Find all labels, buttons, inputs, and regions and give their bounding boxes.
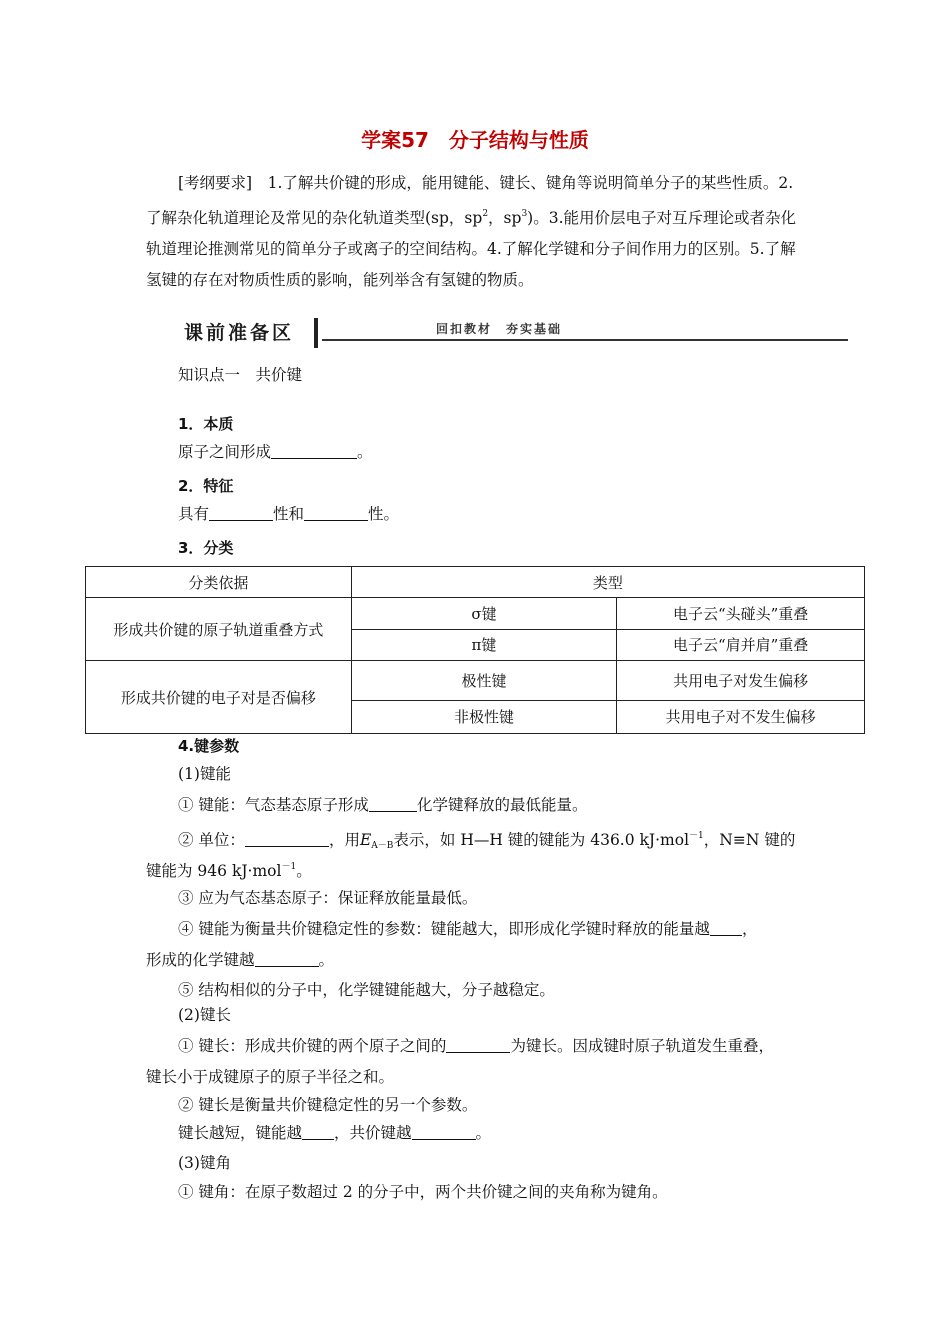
table-row xyxy=(86,661,865,701)
section-1-heading: 1．本质 xyxy=(178,415,234,433)
bond-length-definition-cont: 键长小于成键原子的原子半径之和。 xyxy=(146,1068,395,1086)
banner-divider xyxy=(314,318,318,348)
fill-blank xyxy=(710,919,742,936)
table-cell: 形成共价键的电子对是否偏移 xyxy=(86,661,352,734)
bond-energy-definition: ① 键能：气态基态原子形成 化学键释放的最低能量。 xyxy=(178,796,588,814)
table-header: 类型 xyxy=(351,567,864,598)
table-cell: 极性键 xyxy=(351,661,617,701)
table-header: 分类依据 xyxy=(86,567,352,598)
table-cell: π键 xyxy=(351,629,617,661)
bond-energy-note-3: ③ 应为气态基态原子：保证释放能量最低。 xyxy=(178,889,478,907)
section-2-text: 具有 性和 性。 xyxy=(178,505,400,523)
fill-blank xyxy=(209,504,273,521)
bond-length-definition: ① 键长：形成共价键的两个原子之间的 为键长。因成键时原子轨道发生重叠， xyxy=(178,1037,774,1055)
section-1-text: 原子之间形成 。 xyxy=(178,443,373,461)
bond-energy-note-4-cont: 形成的化学键越 。 xyxy=(146,951,335,969)
table-cell: 形成共价键的原子轨道重叠方式 xyxy=(86,598,352,661)
bond-energy-note-5: ⑤ 结构相似的分子中，化学键键能越大，分子越稳定。 xyxy=(178,981,555,999)
section-3-heading: 3．分类 xyxy=(178,539,234,557)
table-cell: 电子云“头碰头”重叠 xyxy=(617,598,865,630)
bond-energy-note-4: ④ 键能为衡量共价键稳定性的参数：键能越大，即形成化学键时释放的能量越 ， xyxy=(178,920,758,938)
table-cell: 非极性键 xyxy=(351,700,617,733)
section-4-heading: 4.键参数 xyxy=(178,737,240,755)
section-banner-subtitle: 回扣教材 夯实基础 xyxy=(436,322,563,336)
fill-blank xyxy=(369,795,417,812)
table-cell: 共用电子对发生偏移 xyxy=(617,661,865,701)
bond-length-heading: (2)键长 xyxy=(178,1006,231,1024)
fill-blank xyxy=(304,504,368,521)
bond-energy-heading: (1)键能 xyxy=(178,765,231,783)
requirements-label: [考纲要求] xyxy=(178,174,253,192)
banner-rule xyxy=(322,339,848,341)
fill-blank xyxy=(302,1123,334,1140)
fill-blank xyxy=(255,950,319,967)
fill-blank xyxy=(412,1123,476,1140)
page-title: 学案57 分子结构与性质 xyxy=(361,128,589,152)
table-row xyxy=(86,598,865,630)
bond-angle-heading: (3)键角 xyxy=(178,1154,231,1172)
section-banner-label: 课前准备区 xyxy=(184,322,295,344)
exam-requirements: [考纲要求] 1.了解共价键的形成，能用键能、键长、键角等说明简单分子的某些性质。2.了解杂化轨道理论及常见的杂化轨道类型(sp，$sp^2$，$sp^3$)。3.能用价层电子对互斥理论或者杂化轨道理论推测常见的简单分子或离子的空间结构。4.了解化学键和分子间作用力的区别。5.了解氢键的存在对物质性质的影响，能列举含有氢键的物质。 xyxy=(146,174,797,289)
bond-energy-unit: ② 单位： ，用$E_{A-B}$表示，如 H—H 键的键能为 436.0 kJ·mol$^{-1}$，N≡N 键的 xyxy=(178,831,796,851)
bond-length-note-2: ② 键长是衡量共价键稳定性的另一个参数。 xyxy=(178,1096,478,1114)
knowledge-point-heading: 知识点一 共价键 xyxy=(178,366,303,384)
fill-blank xyxy=(446,1036,510,1053)
fill-blank xyxy=(271,442,357,459)
fill-blank xyxy=(245,830,329,847)
table-row xyxy=(86,567,865,598)
section-2-heading: 2．特征 xyxy=(178,477,234,495)
table-cell: 共用电子对不发生偏移 xyxy=(617,700,865,733)
table-cell: 电子云“肩并肩”重叠 xyxy=(617,629,865,661)
table-cell: σ键 xyxy=(351,598,617,630)
bond-energy-unit-cont: 键能为 946 kJ·mol$^{-1}$。 xyxy=(146,862,312,880)
bond-angle-definition: ① 键角：在原子数超过 2 的分子中，两个共价键之间的夹角称为键角。 xyxy=(178,1183,668,1201)
classification-table xyxy=(85,566,865,734)
bond-length-note-3: 键长越短，键能越 ，共价键越 。 xyxy=(178,1124,492,1142)
